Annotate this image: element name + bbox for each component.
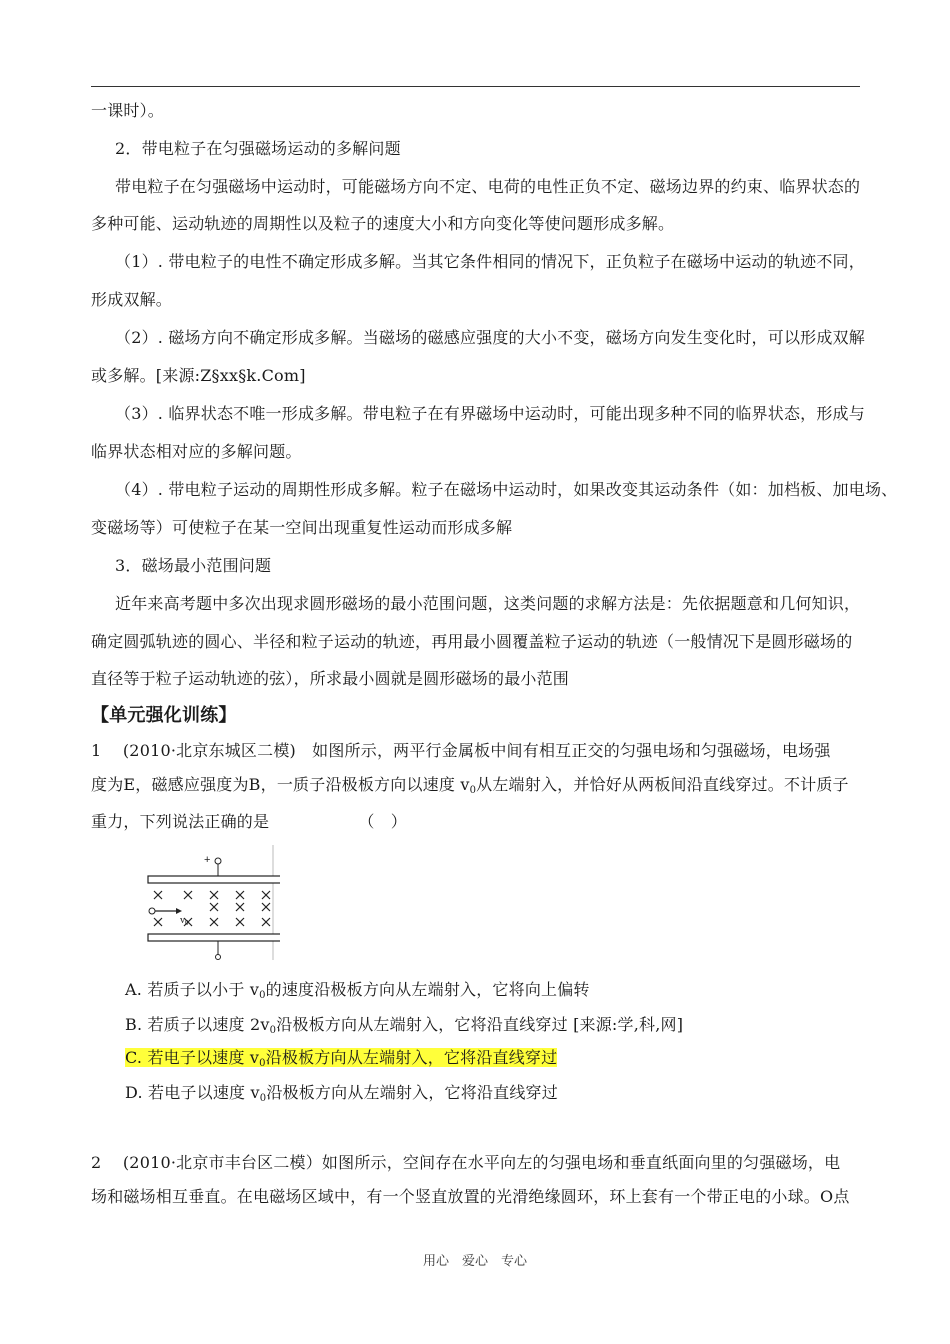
text-line: 近年来高考题中多次出现求圆形磁场的最小范围问题，这类问题的求解方法是：先依据题意和几何知识， (115, 594, 861, 613)
option-text: D. 若电子以速度 v0沿极板方向从左端射入，它将沿直线穿过 (125, 1083, 558, 1104)
particle (149, 908, 155, 914)
v0-sub: 0 (185, 919, 189, 927)
subscript: 0 (469, 785, 477, 796)
v0-label: v (180, 915, 185, 926)
subheading: 3．磁场最小范围问题 (115, 556, 272, 575)
top-plate (148, 876, 280, 883)
question-1-line: 重力，下列说法正确的是 （ ） (91, 812, 408, 831)
text-line: 变磁场等）可使粒子在某一空间出现重复性运动而形成多解 (91, 518, 513, 537)
answer-option (125, 1048, 557, 1071)
option-text: C. 若电子以速度 v0沿极板方向从左端射入，它将沿直线穿过 (125, 1048, 558, 1069)
q1-text: 度为E，磁感应强度为B，一质子沿极板方向以速度 v (91, 775, 470, 794)
header-rule (91, 86, 860, 87)
answer-option (125, 1015, 683, 1038)
plus-label: + (204, 854, 211, 866)
text-line: （1）. 带电粒子的电性不确定形成多解。当其它条件相同的情况下，正负粒子在磁场中运动的轨迹不同， (115, 252, 865, 271)
answer-option (125, 980, 590, 1003)
question-1-line: 1 (2010·北京东城区二模) 如图所示，两平行金属板中间有相互正交的匀强电场和匀强磁场，电场强 (91, 741, 831, 760)
text-line: （2）. 磁场方向不确定形成多解。当磁场的磁感应强度的大小不变，磁场方向发生变化时，可以形成双解 (115, 328, 865, 347)
text-line: 一课时）。 (91, 101, 165, 120)
text-line: 带电粒子在匀强磁场中运动时，可能磁场方向不定、电荷的电性正负不定、磁场边界的约束、临界状态的 (115, 177, 861, 196)
text-line: 临界状态相对应的多解问题。 (91, 442, 302, 461)
text-line: （4）. 带电粒子运动的周期性形成多解。粒子在磁场中运动时，如果改变其运动条件（如：加档板、加电场、 (115, 480, 898, 499)
option-text: A. 若质子以小于 v0的速度沿极板方向从左端射入，它将向上偏转 (125, 980, 590, 1001)
section-title: 【单元强化训练】 (91, 705, 237, 726)
text-line: 或多解。[来源:Z§xx§k.Com] (91, 366, 306, 385)
option-text: B. 若质子以速度 2v0沿极板方向从左端射入，它将沿直线穿过 [来源:学,科,网] (125, 1015, 684, 1036)
question-1-line (91, 775, 849, 798)
magnetic-field-crosses (154, 891, 270, 926)
text-line: 确定圆弧轨迹的圆心、半径和粒子运动的轨迹，再用最小圆覆盖粒子运动的轨迹（一般情况下是圆形磁场的 (91, 632, 853, 651)
subheading: 2．带电粒子在匀强磁场运动的多解问题 (115, 139, 401, 158)
text-line: 直径等于粒子运动轨迹的弦），所求最小圆就是圆形磁场的最小范围 (91, 669, 570, 688)
answer-option (125, 1083, 558, 1106)
q1-text: 从左端射入，并恰好从两板间沿直线穿过。不计质子 (476, 775, 849, 794)
bottom-plate (148, 934, 280, 941)
svg-text:v0 (180, 915, 189, 927)
text-line: （3）. 临界状态不唯一形成多解。带电粒子在有界磁场中运动时，可能出现多种不同的临界状态，形成与 (115, 404, 865, 423)
question-2-line: 2 (2010·北京市丰台区二模）如图所示，空间存在水平向左的匀强电场和垂直纸面向里的匀强磁场，电 (91, 1153, 841, 1172)
text-line: 形成双解。 (91, 290, 173, 309)
text-line: 多种可能、运动轨迹的周期性以及粒子的速度大小和方向变化等使问题形成多解。 (91, 214, 675, 233)
capacitor-figure (140, 845, 280, 960)
question-2-line: 场和磁场相互垂直。在电磁场区域中，有一个竖直放置的光滑绝缘圆环，环上套有一个带正电的小球。O点 (91, 1187, 850, 1206)
page-footer: 用心 爱心 专心 (422, 1254, 527, 1269)
